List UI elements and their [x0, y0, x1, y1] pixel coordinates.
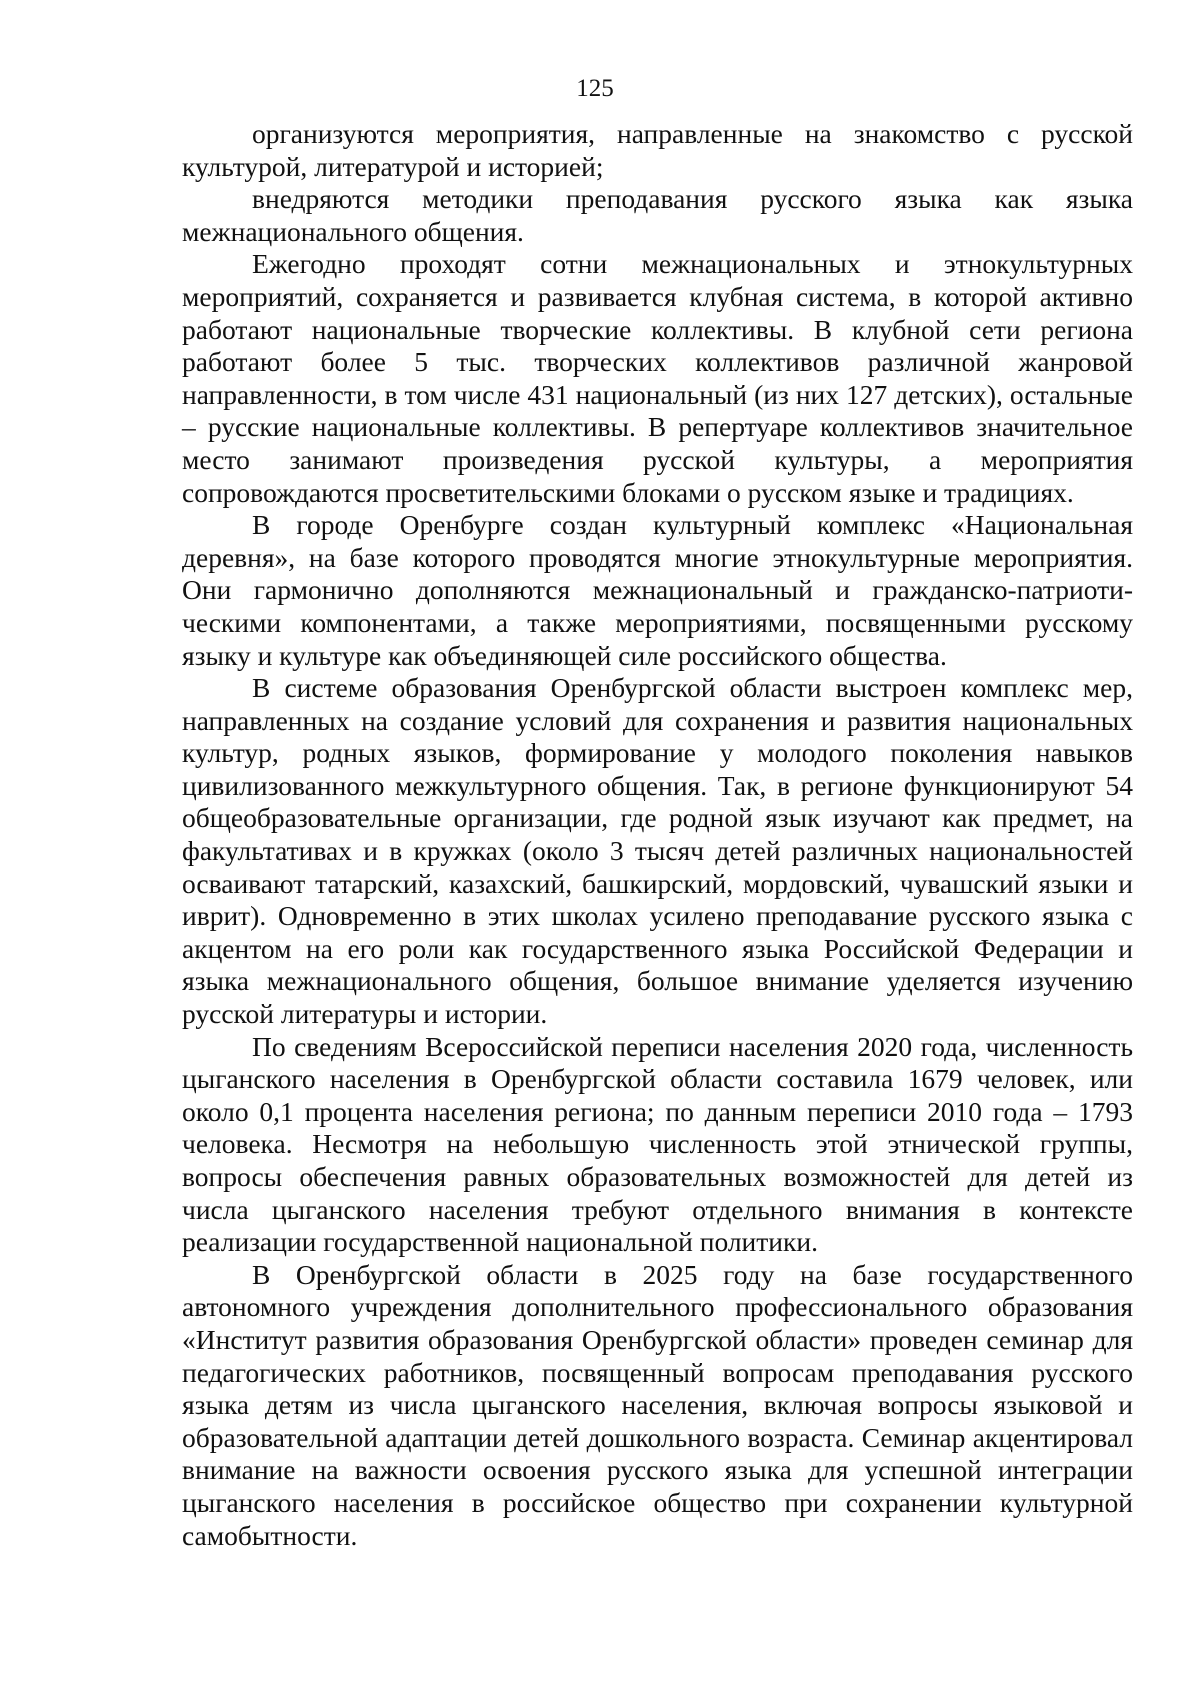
page-number: 125 [576, 75, 614, 102]
paragraph-education-system: В системе образования Оренбургской области выстроен комплекс мер, направленных на создание условий для сохранения и развития национальных культур, родных языков, формирование у молодого поколения навыков цивилизованного межкультурного общения. Так, в регионе функционируют 54 общеобразовательные организации, где родной язык изучают как предмет, на факультативах и в кружках (около 3 тысяч детей различных национальностей осваивают татарский, казахский, башкирский, мордовский, чувашский языки и иврит). Одновременно в этих школах усилено преподавание русского языка с акцентом на его роли как государственного языка Российской Федерации и языка межнационального общения, большое внимание уделяется изучению русской литературы и истории. [182, 672, 1133, 1030]
paragraph-seminar: В Оренбургской области в 2025 году на базе государственного автономного учреждения дополнительного профессионального образования «Институт развития образования Оренбургской области» проведен семинар для педагогических работников, посвященный вопросам преподавания русского языка детям из числа цыганского населения, включая вопросы языковой и образовательной адаптации детей дошкольного возраста. Семинар акцентировал внимание на важности освоения русского языка для успешной интеграции цыганского населения в российское общество при сохранении культурной самобытности. [182, 1258, 1133, 1551]
paragraph-national-village: В городе Оренбурге создан культурный комплекс «Национальная деревня», на базе которого проводятся многие этнокультурные мероприятия. Они гармонично дополняются межнациональный и гражданско-патриотическими компонентами, а также мероприятиями, посвященными русскому языку и культуре как объединяющей силе российского общества. [182, 509, 1133, 671]
document-body [182, 118, 1133, 1552]
paragraph-club-system: Ежегодно проходят сотни межнациональных и этнокультурных мероприятий, сохраняется и развивается клубная система, в которой активно работают национальные творческие коллективы. В клубной сети региона работают более 5 тыс. творческих коллективов различной жанровой направленности, в том числе 431 национальный (из них 127 детских), остальные – русские национальные коллективы. В репертуаре коллективов значительное место занимают произведения русской культуры, а мероприятия сопровождаются просветительскими блоками о русском языке и традициях. [182, 248, 1133, 508]
paragraph-census-data: По сведениям Всероссийской переписи населения 2020 года, численность цыганского населения в Оренбургской области составила 1679 человек, или около 0,1 процента населения региона; по данным переписи 2010 года – 1793 человека. Несмотря на небольшую численность этой этнической группы, вопросы обеспечения равных образовательных возможностей для детей из числа цыганского населения требуют отдельного внимания в контексте реализации государственной национальной политики. [182, 1030, 1133, 1258]
paragraph-cultural-events: организуются мероприятия, направленные на знакомство с русской культурой, литературой и историей; [182, 118, 1133, 182]
paragraph-teaching-methods: внедряются методики преподавания русского языка как языка межнационального общения. [182, 183, 1133, 247]
